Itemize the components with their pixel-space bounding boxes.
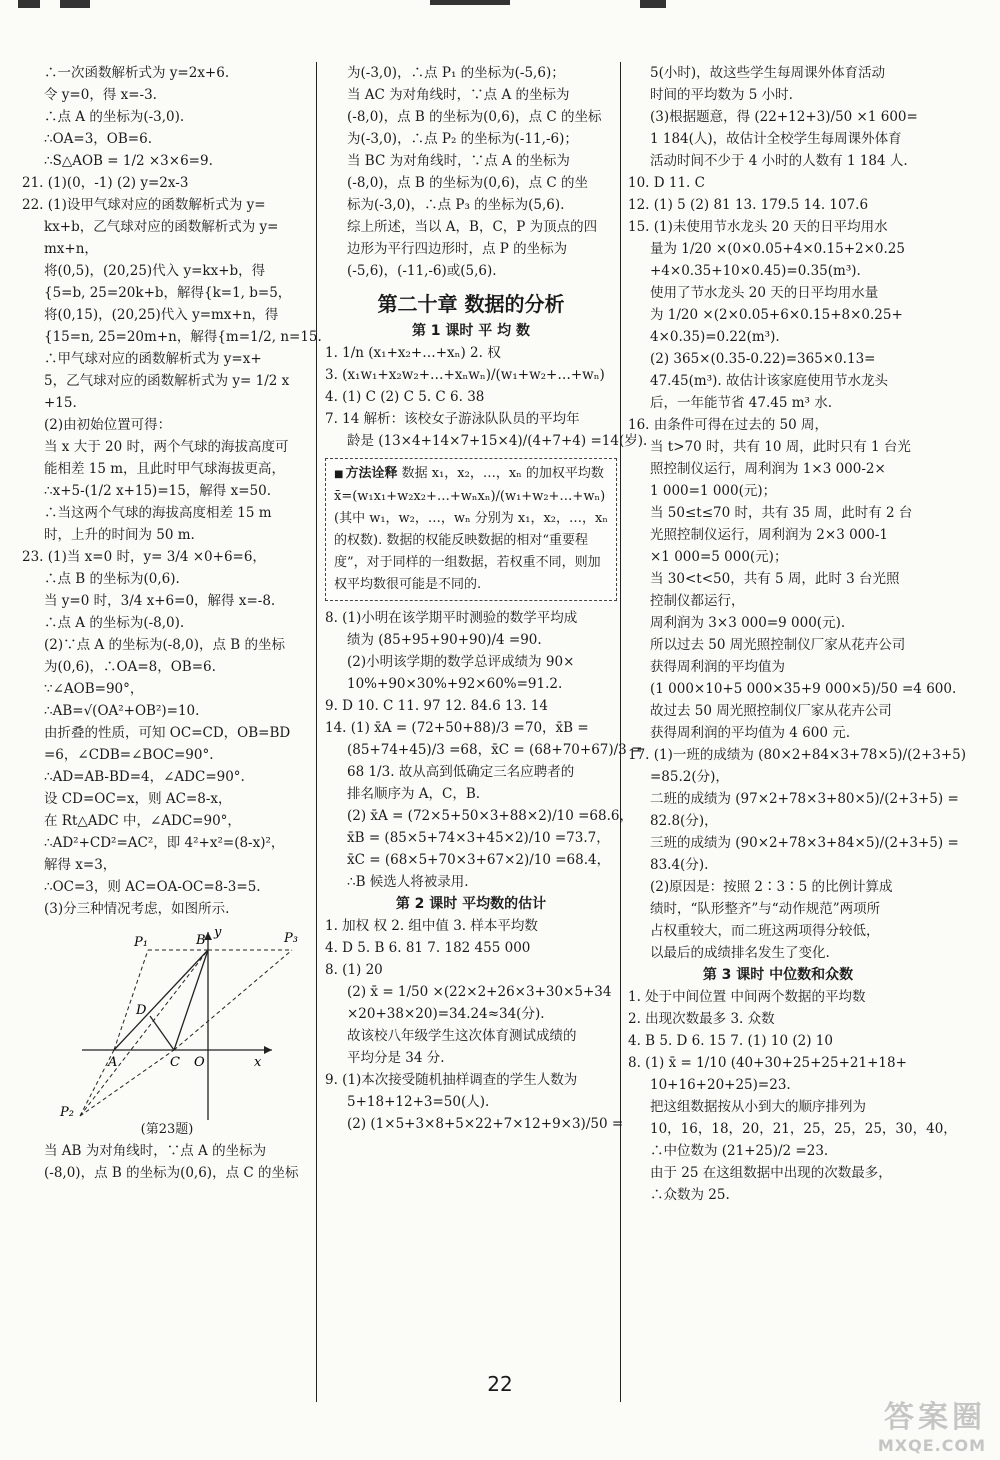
watermark-text: 答案圈: [884, 1400, 986, 1435]
text-line: (2)由初始位置可得：: [44, 417, 172, 433]
text-line: =6，∠CDB=∠BOC=90°.: [44, 747, 214, 763]
method-explanation-box: [325, 458, 617, 601]
text-line: (2) x̄ = 1/50 ×(22×2+26×3+30×5+34: [347, 984, 612, 1000]
text-line: (-8,0)，点 B 的坐标为(0,6)，点 C 的坐: [347, 175, 588, 191]
text-line: 8. (1) 20: [325, 962, 383, 978]
text-line: 获得周利润的平均值为 4 600 元.: [650, 725, 851, 741]
text-line: 4. B 5. D 6. 15 7. (1) 10 (2) 10: [628, 1033, 833, 1049]
geometry-figure-23: [22, 920, 312, 1140]
figure-caption: (第23题): [140, 1122, 194, 1137]
text-line: 周利润为 3×3 000=9 000(元).: [650, 615, 846, 631]
text-line: 1 184(人)，故估计全校学生每周课外体育: [650, 131, 902, 147]
text-line: 后，一年能节省 47.45 m³ 水.: [650, 395, 833, 411]
text-line: ∴x+5-(1/2 x+15)=15，解得 x=50.: [44, 483, 271, 499]
text-line: 当 30<t<50，共有 5 周，此时 3 台光照: [650, 571, 900, 587]
text-line: +15.: [44, 395, 77, 411]
text-line: kx+b，乙气球对应的函数解析式为 y=: [44, 219, 279, 235]
text-line: 5，乙气球对应的函数解析式为 y= 1/2 x: [44, 373, 290, 389]
label-p1: P₁: [134, 935, 148, 950]
text-line: 4. D 5. B 6. 81 7. 182 455 000: [325, 940, 531, 956]
text-line: (3)根据题意，得 (22+12+3)/50 ×1 600=: [650, 109, 918, 125]
text-line: ∴一次函数解析式为 y=2x+6.: [44, 65, 230, 81]
lesson-title-3: 第 3 课时 中位数和众数: [702, 967, 854, 983]
text-line: 龄是 (13×4+14×7+15×4)/(4+7+4) =14(岁).: [347, 433, 648, 449]
text-line: 获得周利润的平均值为: [650, 659, 785, 675]
text-line: ∴OC=3，则 AC=OA-OC=8-3=5.: [44, 879, 261, 895]
text-line: 故该校八年级学生这次体育测试成绩的: [347, 1028, 577, 1044]
text-line: 使用了节水龙头 20 天的日平均用水量: [650, 285, 879, 301]
text-line: 10%+90×30%+92×60%=91.2.: [347, 676, 563, 692]
text-line: (85+74+45)/3 =68，x̄C = (68+70+67)/3 =: [347, 742, 643, 758]
text-line: 12. (1) 5 (2) 81 13. 179.5 14. 107.6: [628, 197, 869, 213]
text-line: 1. 加权 权 2. 组中值 3. 样本平均数: [325, 918, 538, 934]
label-x-axis: x: [254, 1055, 262, 1070]
dashed-p2-b: [80, 950, 208, 1116]
text-line: ∴AB=√(OA²+OB²)=10.: [44, 703, 200, 719]
text-line: ×1 000=5 000(元)；: [650, 549, 788, 565]
text-line: 4. (1) C (2) C 5. C 6. 38: [325, 389, 485, 405]
text-line: 当 y=0 时，3/4 x+6=0，解得 x=-8.: [44, 593, 276, 609]
text-line: ×20+38×20)=34.24≈34(分).: [347, 1006, 545, 1022]
text-line: 2. 出现次数最多 3. 众数: [628, 1011, 775, 1027]
text-line: 1 000=1 000(元)；: [650, 483, 777, 499]
label-p3: P₃: [284, 931, 298, 946]
text-line: 所以过去 50 周光照控制仪厂家从花卉公司: [650, 637, 906, 653]
text-line: 1. 处于中间位置 中间两个数据的平均数: [628, 989, 866, 1005]
text-line: ∴B 候选人将被录用.: [347, 874, 469, 890]
text-line: 二班的成绩为 (97×2+78×3+80×5)/(2+3+5) =: [650, 791, 959, 807]
text-line: 为 1/20 ×(2×0.05+6×0.15+8×0.25+: [650, 307, 903, 323]
text-line: (1 000×10+5 000×35+9 000×5)/50 =4 600.: [650, 681, 957, 697]
text-line: ∴甲气球对应的函数解析式为 y=x+: [44, 351, 262, 367]
text-line: 为(-3,0)，∴点 P₂ 的坐标为(-11,-6)；: [347, 131, 578, 147]
text-line: 14. (1) x̄A = (72+50+88)/3 =70，x̄B =: [325, 720, 589, 736]
text-line: 排名顺序为 A，C，B.: [347, 786, 481, 802]
text-line: 3. (x₁w₁+x₂w₂+…+xₙwₙ)/(w₁+w₂+…+wₙ): [325, 367, 605, 383]
text-line: 5+18+12+3=50(人).: [347, 1094, 490, 1110]
watermark-logo: [786, 1392, 986, 1454]
text-line: 当 AB 为对角线时，∵点 A 的坐标为: [44, 1143, 267, 1159]
text-line: 时间的平均数为 5 小时.: [650, 87, 793, 103]
label-y-axis: y: [214, 925, 222, 940]
dashed-p2-c: [80, 1050, 174, 1116]
method-tag: ■ 方法诠释: [334, 466, 397, 481]
text-line: 把这组数据按从小到大的顺序排列为: [650, 1099, 866, 1115]
text-line: mx+n，: [44, 241, 98, 257]
label-d: D: [136, 1003, 147, 1018]
text-line: 1. 1/n (x₁+x₂+…+xₙ) 2. 权: [325, 345, 501, 361]
text-line: 三班的成绩为 (90×2+78×3+84×5)/(2+3+5) =: [650, 835, 959, 851]
text-line: 当 50≤t≤70 时，共有 35 周，此时有 2 台: [650, 505, 913, 521]
text-line: =85.2(分)，: [650, 769, 729, 785]
text-line: 占权重较大，而二班这两项得分较低，: [650, 923, 880, 939]
text-line: ∴点 B 的坐标为(0,6).: [44, 571, 180, 587]
text-line: 9. D 10. C 11. 97 12. 84.6 13. 14: [325, 698, 548, 714]
text-line: 照控制仪运行，周利润为 1×3 000-2×: [650, 461, 886, 477]
text-line: 为(-3,0)，∴点 P₁ 的坐标为(-5,6)；: [347, 65, 565, 81]
page-number: 22: [487, 1372, 513, 1396]
text-line: 当 x 大于 20 时，两个气球的海拔高度可: [44, 439, 289, 455]
text-line: +4×0.35+10×0.45)=0.35(m³).: [650, 263, 861, 279]
text-line: 当 BC 为对角线时，∵点 A 的坐标为: [347, 153, 570, 169]
column-middle: [325, 62, 648, 1135]
text-line: (2) x̄A = (72×5+50×3+88×2)/10 =68.6，: [347, 808, 633, 824]
segment-ab: [114, 950, 208, 1050]
text-line: (-8,0)，点 B 的坐标为(0,6)，点 C 的坐标: [347, 109, 602, 125]
text-line: 17. (1)一班的成绩为 (80×2+84×3+78×5)/(2+3+5): [628, 747, 967, 763]
answer-23: 23. (1)当 x=0 时，y= 3/4 ×0+6=6，: [22, 549, 266, 565]
text-line: 8. (1)小明在该学期平时测验的数学平均成: [325, 610, 578, 626]
text-line: x̄B = (85×5+74×3+45×2)/10 =73.7，: [347, 830, 610, 846]
top-edge-stubs: [0, 0, 1000, 58]
text-line: 光照控制仪运行，周利润为 2×3 000-1: [650, 527, 888, 543]
text-line: (2) (1×5+3×8+5×22+7×12+9×3)/50 =: [347, 1116, 624, 1132]
text-line: ∴众数为 25.: [650, 1187, 730, 1203]
method-text: 数据 x₁，x₂，…，xₙ 的加权平均数 x̄=(w₁x₁+w₂x₂+…+wₙxₙ)/(w₁+w₂+…+wₙ)(其中 w₁，w₂，…，wₙ 分别为 x₁，x₂，…，xₙ 的权数). 数据的权能反映数据的相对“重要程度”，对于同样的一组数据，若权重不同，则加权平均数很可能是不同的.: [334, 466, 608, 592]
text-line: (2)原因是：按照 2∶3∶5 的比例计算成: [650, 879, 893, 895]
text-line: 将(0,15)，(20,25)代入 y=mx+n，得: [44, 307, 279, 323]
text-line: ∴AD=AB-BD=4，∠ADC=90°.: [44, 769, 245, 785]
text-line: 在 Rt△ADC 中，∠ADC=90°，: [44, 813, 241, 829]
lesson-title-1: 第 1 课时 平 均 数: [411, 323, 531, 339]
text-line: ∴点 A 的坐标为(-3,0).: [44, 109, 185, 125]
dashed-a-p1: [114, 950, 148, 1050]
text-line: 83.4(分).: [650, 857, 709, 873]
text-line: 8. (1) x̄ = 1/10 (40+30+25+25+21+18+: [628, 1055, 907, 1071]
text-line: x̄C = (68×5+70×3+67×2)/10 =68.4，: [347, 852, 611, 868]
column-divider-left: [316, 62, 317, 1402]
label-b: B: [196, 933, 206, 948]
text-line: 47.45(m³). 故估计该家庭使用节水龙头: [650, 373, 888, 389]
text-line: 平均分是 34 分.: [347, 1050, 445, 1066]
text-line: (-8,0)，点 B 的坐标为(0,6)，点 C 的坐标: [44, 1165, 299, 1181]
label-a: A: [108, 1055, 118, 1070]
column-left: [22, 62, 322, 1184]
text-line: 10，16，18，20，21，25，25，25，30，40，: [650, 1121, 957, 1137]
text-line: 10+16+20+25)=23.: [650, 1077, 791, 1093]
label-o: O: [194, 1055, 205, 1070]
text-line: 10. D 11. C: [628, 175, 705, 191]
text-line: (2)小明该学期的数学总评成绩为 90×: [347, 654, 575, 670]
equation-system: {5=b, 25=20k+b，解得{k=1, b=5，: [44, 285, 292, 301]
chapter-title: 第二十章 数据的分析: [377, 292, 565, 316]
text-line: 7. 14 解析：该校女子游泳队队员的平均年: [325, 411, 580, 427]
text-line: 综上所述，当以 A，B，C，P 为顶点的四: [347, 219, 598, 235]
dashed-c-p3: [174, 950, 292, 1050]
text-line: 4×0.35)=0.22(m³).: [650, 329, 780, 345]
label-c: C: [170, 1055, 180, 1070]
text-line: 82.8(分)，: [650, 813, 718, 829]
text-line: 标为(-3,0)，∴点 P₃ 的坐标为(5,6).: [347, 197, 565, 213]
text-line: 令 y=0，得 x=-3.: [44, 87, 157, 103]
text-line: 时，上升的时间为 50 m.: [44, 527, 195, 543]
text-line: 当 AC 为对角线时，∵点 A 的坐标为: [347, 87, 570, 103]
text-line: ∵∠AOB=90°，: [44, 681, 144, 697]
text-line: 设 CD=OC=x，则 AC=8-x，: [44, 791, 232, 807]
text-line: 能相差 15 m，且此时甲气球海拔更高，: [44, 461, 286, 477]
figure-canvas: [22, 920, 312, 1120]
column-divider-right: [620, 62, 621, 1402]
text-line: ∴AD²+CD²=AC²，即 4²+x²=(8-x)²，: [44, 835, 285, 851]
text-line: ∴S△AOB = 1/2 ×3×6=9.: [44, 153, 213, 169]
watermark-url: MXQE.COM: [877, 1436, 986, 1455]
text-line: 活动时间不少于 4 小时的人数有 1 184 人.: [650, 153, 908, 169]
text-line: 16. 由条件可得在过去的 50 周，: [628, 417, 829, 433]
text-line: 故过去 50 周光照控制仪厂家从花卉公司: [650, 703, 892, 719]
text-line: (2)∵点 A 的坐标为(-8,0)，点 B 的坐标: [44, 637, 286, 653]
lesson-title-2: 第 2 课时 平均数的估计: [395, 896, 547, 912]
text-line: 15. (1)未使用节水龙头 20 天的日平均用水: [628, 219, 888, 235]
text-line: 5(小时)，故这些学生每周课外体育活动: [650, 65, 886, 81]
text-line: 解得 x=3，: [44, 857, 117, 873]
text-line: 以最后的成绩排名发生了变化.: [650, 945, 830, 961]
text-line: 将(0,5)，(20,25)代入 y=kx+b，得: [44, 263, 266, 279]
x-axis-arrow: [264, 1046, 272, 1054]
text-line: ∴当这两个气球的海拔高度相差 15 m: [44, 505, 272, 521]
text-line: 绩时，“队形整齐”与“动作规范”两项所: [650, 901, 881, 917]
text-line: ∴中位数为 (21+25)/2 =23.: [650, 1143, 829, 1159]
text-line: (-5,6)，(-11,-6)或(5,6).: [347, 263, 497, 279]
text-line: (2) 365×(0.35-0.22)=365×0.13=: [650, 351, 876, 367]
text-line: 为(0,6)，∴OA=8，OB=6.: [44, 659, 216, 675]
text-line: 当 t>70 时，共有 10 周，此时只有 1 台光: [650, 439, 911, 455]
text-line: 绩为 (85+95+90+90)/4 =90.: [347, 632, 542, 648]
text-line: 由于 25 在这组数据中出现的次数最多，: [650, 1165, 892, 1181]
text-line: 9. (1)本次接受随机抽样调查的学生人数为: [325, 1072, 578, 1088]
text-line: 控制仪都运行，: [650, 593, 745, 609]
text-line: 68 1/3. 故从高到低确定三名应聘者的: [347, 764, 575, 780]
label-p2: P₂: [60, 1105, 74, 1120]
text-line: 边形为平行四边形时，点 P 的坐标为: [347, 241, 568, 257]
text-line: 量为 1/20 ×(0×0.05+4×0.15+2×0.25: [650, 241, 905, 257]
text-line: 由折叠的性质，可知 OC=CD，OB=BD: [44, 725, 291, 741]
text-line: (3)分三种情况考虑，如图所示.: [44, 901, 230, 917]
text-line: ∴点 A 的坐标为(-8,0).: [44, 615, 185, 631]
answer-22: 22. (1)设甲气球对应的函数解析式为 y=: [22, 197, 266, 213]
equation-system: {15=n, 25=20m+n，解得{m=1/2, n=15.: [44, 329, 322, 345]
text-line: ∴OA=3，OB=6.: [44, 131, 152, 147]
answer-21: 21. (1)(0，-1) (2) y=2x-3: [22, 175, 189, 191]
column-right: [628, 62, 967, 1206]
